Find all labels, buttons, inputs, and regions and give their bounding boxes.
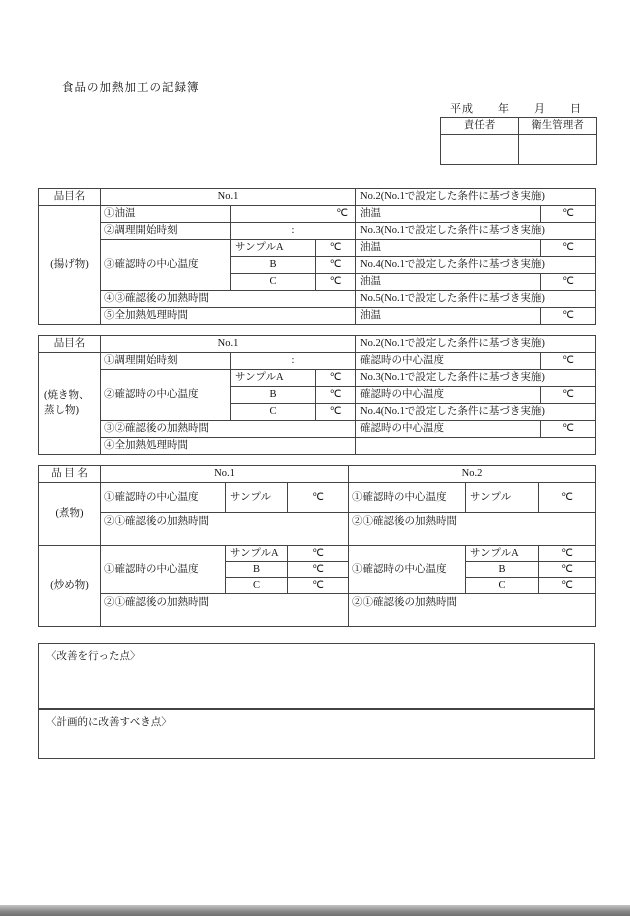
t2-no4-header: No.4(No.1で設定した条件に基づき実施) xyxy=(356,404,596,421)
t1-no5-oil-temp-unit: ℃ xyxy=(541,308,596,325)
table-row xyxy=(39,370,596,387)
improved-points-heading: 〈改善を行った点〉 xyxy=(46,651,141,662)
t3-simmered-center-temp-label: ①確認時の中心温度 xyxy=(101,483,226,513)
date-line: 平成 年 月 日 xyxy=(450,103,582,115)
table-row xyxy=(39,206,596,223)
simmered-stirfried-table xyxy=(38,465,596,627)
t1-oil-temp-entry-cell: ℃ xyxy=(231,206,356,223)
t2-start-time-label: ①調理開始時刻 xyxy=(101,353,231,370)
t1-heating-after-label: ④③確認後の加熱時間 xyxy=(101,291,356,308)
table-row xyxy=(39,336,596,353)
t1-no4-oil-temp-unit: ℃ xyxy=(541,274,596,291)
hygiene-manager-signature-cell xyxy=(519,135,597,165)
t3-stirfried-sample-a-unit: ℃ xyxy=(288,546,349,562)
table-row xyxy=(39,483,596,513)
t2-no3-center-temp-unit: ℃ xyxy=(541,387,596,404)
table-row xyxy=(39,308,596,325)
improved-points-box xyxy=(38,643,595,709)
t1-no4-header: No.4(No.1で設定した条件に基づき実施) xyxy=(356,257,596,274)
t3-no2-stirfried-sample-b-unit: ℃ xyxy=(539,562,596,578)
t3-simmered-sample-label: サンプル xyxy=(226,483,288,513)
t1-total-time-label: ⑤全加熱処理時間 xyxy=(101,308,356,325)
planned-improvements-heading: 〈計画的に改善すべき点〉 xyxy=(46,717,172,728)
t1-item-name-header: 品目名 xyxy=(39,189,101,206)
t3-item-name-header: 品 目 名 xyxy=(39,466,101,483)
table-row xyxy=(39,438,596,455)
t3-no2-simmered-center-temp-label: ①確認時の中心温度 xyxy=(349,483,466,513)
t3-simmered-heating-after-text: ②①確認後の加熱時間 xyxy=(104,516,209,527)
t2-no2-header: No.2(No.1で設定した条件に基づき実施) xyxy=(356,336,596,353)
t2-no2-center-temp-unit: ℃ xyxy=(541,353,596,370)
t3-stirfried-sample-c-label: C xyxy=(226,578,288,594)
table-row xyxy=(39,513,596,546)
t2-sample-b-label: B xyxy=(231,387,316,404)
t3-no2-stirfried-sample-b-label: B xyxy=(466,562,539,578)
responsible-signature-cell xyxy=(441,135,519,165)
t2-no2-center-temp-label: 確認時の中心温度 xyxy=(356,353,541,370)
t3-simmered-heating-after-label xyxy=(101,513,349,546)
scan-edge-shadow xyxy=(0,905,630,916)
t1-no2-oil-temp-unit: ℃ xyxy=(541,206,596,223)
t3-stirfried-sample-b-label: B xyxy=(226,562,288,578)
t2-no4-center-temp-label: 確認時の中心温度 xyxy=(356,421,541,438)
t3-stirfried-heating-after-label xyxy=(101,594,349,627)
t3-no1-header: No.1 xyxy=(101,466,349,483)
t1-no5-header: No.5(No.1で設定した条件に基づき実施) xyxy=(356,291,596,308)
hygiene-manager-header: 衛生管理者 xyxy=(519,118,597,135)
t3-no2-stirfried-sample-a-label: サンプルA xyxy=(466,546,539,562)
t2-sample-c-label: C xyxy=(231,404,316,421)
t1-sample-a-unit: ℃ xyxy=(316,240,356,257)
t1-sample-b-label: B xyxy=(231,257,316,274)
t1-center-temp-label: ③確認時の中心温度 xyxy=(101,240,231,291)
table-row xyxy=(39,223,596,240)
t3-no2-stirfried-heating-after-text: ②①確認後の加熱時間 xyxy=(352,597,458,608)
t2-item-name-header: 品目名 xyxy=(39,336,101,353)
t1-start-time-entry-cell: : xyxy=(231,223,356,240)
t1-no4-oil-temp-label: 油温 xyxy=(356,274,541,291)
t3-no2-stirfried-center-temp-label: ①確認時の中心温度 xyxy=(349,546,466,594)
table-row xyxy=(39,466,596,483)
t1-no2-header: No.2(No.1で設定した条件に基づき実施) xyxy=(356,189,596,206)
t1-no3-header: No.3(No.1で設定した条件に基づき実施) xyxy=(356,223,596,240)
signature-header-row xyxy=(441,118,597,135)
t2-heating-after-label: ③②確認後の加熱時間 xyxy=(101,421,356,438)
t3-simmered-category-label: (煮物) xyxy=(39,483,101,546)
t2-start-time-entry-cell: : xyxy=(231,353,356,370)
t1-sample-a-label: サンプルA xyxy=(231,240,316,257)
t3-stirfried-sample-a-label: サンプルA xyxy=(226,546,288,562)
t1-sample-b-unit: ℃ xyxy=(316,257,356,274)
t3-no2-stirfried-heating-after-label xyxy=(349,594,596,627)
document-title: 食品の加熱加工の記録簿 xyxy=(62,82,200,94)
t2-sample-c-unit: ℃ xyxy=(316,404,356,421)
t3-no2-stirfried-sample-c-unit: ℃ xyxy=(539,578,596,594)
t1-no5-oil-temp-label: 油温 xyxy=(356,308,541,325)
t1-oil-temp-label: ①油温 xyxy=(101,206,231,223)
table-row xyxy=(39,189,596,206)
t3-no2-simmered-sample-label: サンプル xyxy=(466,483,539,513)
t2-total-time-label: ④全加熱処理時間 xyxy=(101,438,356,455)
t1-sample-c-label: C xyxy=(231,274,316,291)
t2-sample-a-unit: ℃ xyxy=(316,370,356,387)
fried-food-table xyxy=(38,188,596,325)
t1-no1-header: No.1 xyxy=(101,189,356,206)
t2-no3-center-temp-label: 確認時の中心温度 xyxy=(356,387,541,404)
table-row xyxy=(39,546,596,562)
t1-category-label: (揚げ物) xyxy=(39,206,101,325)
responsible-header: 責任者 xyxy=(441,118,519,135)
t2-no3-header: No.3(No.1で設定した条件に基づき実施) xyxy=(356,370,596,387)
t2-category-label: (焼き物、蒸し物) xyxy=(39,353,101,455)
t1-start-time-label: ②調理開始時刻 xyxy=(101,223,231,240)
table-row xyxy=(39,291,596,308)
t2-center-temp-label: ②確認時の中心温度 xyxy=(101,370,231,421)
planned-improvements-box xyxy=(38,709,595,759)
t3-no2-simmered-heating-after-label xyxy=(349,513,596,546)
t1-no3-oil-temp-label: 油温 xyxy=(356,240,541,257)
table-row xyxy=(39,240,596,257)
t3-no2-simmered-heating-after-text: ②①確認後の加熱時間 xyxy=(352,516,458,527)
t3-stirfried-center-temp-label: ①確認時の中心温度 xyxy=(101,546,226,594)
t1-no3-oil-temp-unit: ℃ xyxy=(541,240,596,257)
table-row xyxy=(39,421,596,438)
t2-bottom-right-blank-cell xyxy=(356,438,596,455)
signature-entry-row xyxy=(441,135,597,165)
t3-stirfried-category-label: (炒め物) xyxy=(39,546,101,627)
t3-stirfried-heating-after-text: ②①確認後の加熱時間 xyxy=(104,597,209,608)
t3-no2-stirfried-sample-a-unit: ℃ xyxy=(539,546,596,562)
table-row xyxy=(39,353,596,370)
t3-simmered-sample-unit: ℃ xyxy=(288,483,349,513)
t1-no2-oil-temp-label: 油温 xyxy=(356,206,541,223)
t2-no4-center-temp-unit: ℃ xyxy=(541,421,596,438)
t3-no2-simmered-sample-unit: ℃ xyxy=(539,483,596,513)
t1-sample-c-unit: ℃ xyxy=(316,274,356,291)
t3-stirfried-sample-b-unit: ℃ xyxy=(288,562,349,578)
t2-no1-header: No.1 xyxy=(101,336,356,353)
t2-sample-a-label: サンプルA xyxy=(231,370,316,387)
table-row xyxy=(39,594,596,627)
t2-sample-b-unit: ℃ xyxy=(316,387,356,404)
grilled-steamed-table xyxy=(38,335,596,455)
t3-no2-header: No.2 xyxy=(349,466,596,483)
signature-table xyxy=(440,117,597,165)
t3-stirfried-sample-c-unit: ℃ xyxy=(288,578,349,594)
t3-no2-stirfried-sample-c-label: C xyxy=(466,578,539,594)
